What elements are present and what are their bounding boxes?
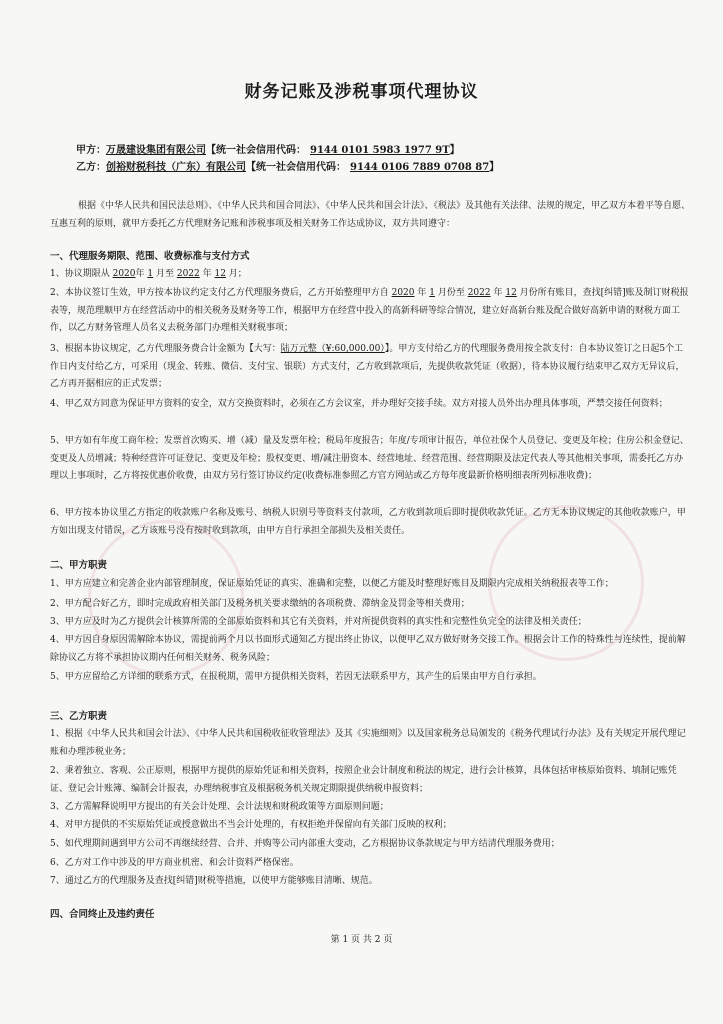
s1p2-text: 年 [490, 288, 506, 298]
section-1-title: 一、代理服务期限、范围、收费标准与支付方式 [50, 251, 250, 262]
party-b-code: 9144 0106 7889 0708 87 [350, 162, 490, 173]
section-1-item-5: 5、甲方如有年度工商年检；发票首次购买、增（减）量及发票年检；税局年度报告；年度/专项审计报告，单位社保个人员登记、变更及年检；住房公积金登记、变更及人员增减；特种经营许可证登记、变更及年检；股权变更、增/减注册资本、经营地址、经营范围、经营期限及法定代表人等其他相关事项，需委托乙方办理以上事项时，乙方将按优惠价收费，由双方另行签订协议约定(收费标准参照乙方官方网站或乙方每年度最新价格明细表所列标准收费)； [50, 436, 689, 481]
party-a-name: 万晟建设集团有限公司 [106, 145, 206, 156]
party-a-code: 9144 0101 5983 1977 9T [310, 145, 450, 156]
section-3-item-2: 2、秉着独立、客观、公正原则，根据甲方提供的原始凭证和相关资料，按照企业会计制度和税法的规定，进行会计核算，具体包括审核原始资料、填制记账凭证、登记会计账簿、编制会计报表，办理纳税事宜及根据税务机关规定期限提供纳税申报资料； [50, 766, 677, 794]
section-3-title: 三、乙方职责 [50, 711, 108, 722]
section-1-item-1 [50, 266, 690, 284]
section-1-item-3 [50, 341, 690, 394]
section-3-item-3: 3、乙方需解释说明甲方提出的有关会计处理、会计法规和财税政策等方面原则问题； [50, 802, 389, 812]
s1p2-text: 2、本协议签订生效，甲方按本协议约定支付乙方代理服务费后，乙方开始整理甲方自 [50, 288, 392, 298]
section-3-item-6: 6、乙方对工作中涉及的甲方商业机密、和会计资料严格保密。 [50, 858, 299, 868]
party-b-name: 创裕财税科技（广东）有限公司 [106, 162, 246, 173]
party-a-code-label: 【统一社会信用代码： [206, 145, 306, 156]
s1p1-text: 月至 [153, 269, 177, 279]
s1p3-text: 】。甲方支付给乙方的代理服务费用按全款支付：自本协议签订之日起5个工作日内支付给乙方，可采用（现金、转账、微信、支付宝、银联）方式支付，乙方收到款项后，先提供收款凭证（收据），待本协议履行结束甲乙双方无异议后，乙方再开据相应的正式发票； [50, 344, 685, 389]
s1p1-year-end: 2022 [176, 269, 200, 279]
page-number: 第 1 页 共 2 页 [330, 935, 393, 945]
s1p2-month-start: 1 [429, 288, 435, 298]
section-2-item-4: 4、甲方因自身原因需解除本协议，需提前两个月以书面形式通知乙方提出终止协议，以便甲乙双方做好财务交接工作。根据会计工作的特殊性与连续性，提前解除协议乙方将不承担协议期内任何相关财务、税务风险； [50, 635, 686, 663]
s1p3-text: 3、根据本协议规定，乙方代理服务费合计金额为【大写： [50, 344, 281, 354]
fee-amount: 陆万元整（¥:60,000.00） [280, 344, 385, 354]
s1p1-text: 年 [199, 269, 215, 279]
party-b-code-label: 【统一社会信用代码： [246, 162, 346, 173]
party-a-label: 甲方： [76, 145, 106, 156]
party-a-close: 】 [449, 145, 460, 156]
section-4-title: 四、合同终止及违约责任 [50, 909, 155, 920]
section-3-item-4: 4、对甲方提供的不实原始凭证或授意做出不当会计处理的，有权拒绝并保留向有关部门反映的权利； [50, 820, 452, 830]
party-a-line [76, 141, 460, 156]
s1p1-text: 年 [135, 269, 148, 279]
section-2-item-2: 2、甲方配合好乙方，即时完成政府相关部门及税务机关要求缴纳的各项税费、滞纳金及罚金等相关费用； [50, 599, 470, 609]
section-1-item-4: 4、甲乙双方同意为保证甲方资料的安全，双方交换资料时，必须在乙方会议室，并办理好交接手续。双方对接人员外出办理具体事项，严禁交接任何资料； [50, 399, 668, 409]
section-2-item-3: 3、甲方应及时为乙方提供会计核算所需的全部原始资料和其它有关资料，并对所提供资料的真实性和完整性负完全的法律及相关责任； [50, 617, 587, 627]
section-1-item-2 [50, 285, 690, 338]
party-b-line [76, 158, 499, 173]
s1p1-month-start: 1 [147, 269, 154, 279]
s1p1-year-start: 2020 [112, 269, 136, 279]
section-2-item-1: 1、甲方应建立和完善企业内部管理制度，保证原始凭证的真实、准确和完整，以便乙方能及时整理好账目及期限内完成相关纳税报表等工作； [50, 579, 614, 589]
s1p2-year-end: 2022 [467, 288, 491, 298]
section-1-item-6: 6、甲方按本协议里乙方指定的收款账户名称及账号、纳税人识别号等资料支付款项，乙方收到款项后即时提供收款凭证。乙方无本协议规定的其他收款账户，甲方如出现支付错误，乙方该账号没有按时收到款项，由甲方自行承担全部损失及相关责任。 [50, 508, 686, 536]
party-b-label: 乙方： [76, 162, 106, 173]
s1p2-month-end: 12 [505, 288, 517, 298]
section-3-item-1: 1、根据《中华人民共和国会计法》、《中华人民共和国税收征收管理法》及其《实施细则》以及国家税务总局颁发的《税务代理试行办法》及有关规定开展代理记账和办理涉税业务； [50, 729, 686, 757]
s1p2-text: 月份所有账目，查找[纠错]账及制订财税报表等，规范理顺甲方在经营活动中的相关税务及财务等工作，根据甲方在经营中投入的高新科研等综合情况，建立好高新台账及配合做好高新申请的财税方面工作，以乙方财务管理人员名义去税务部门办理相关财税事项； [50, 288, 689, 333]
intro-paragraph: 根据《中华人民共和国民法总则》、《中华人民共和国合同法》、《中华人民共和国会计法》、《税法》及其他有关法律、法规的规定，甲乙双方本着平等自愿、互惠互利的原则，就甲方委托乙方代理财务记账和涉税事项及相关财务工作达成协议，双方共同遵守： [50, 201, 691, 229]
s1p1-text: 月； [225, 269, 247, 279]
s1p2-text: 年 [414, 288, 430, 298]
section-3-item-7: 7、通过乙方的代理服务及查找[纠错]财税等措施，以使甲方能够账目清晰、规范。 [50, 876, 378, 886]
section-3-item-5: 5、如代理期间遇到甲方公司不再继续经营、合并、并购等公司内部重大变动，乙方根据协议条款规定与甲方结清代理服务费用； [50, 839, 560, 849]
party-b-close: 】 [489, 162, 500, 173]
section-2-item-5: 5、甲方应留给乙方详细的联系方式，在报税期，需甲方提供相关资料，若因无法联系甲方，其产生的后果由甲方自行承担。 [50, 672, 542, 682]
document-title: 财务记账及涉税事项代理协议 [244, 82, 479, 102]
section-2-title: 二、甲方职责 [50, 560, 108, 571]
s1p1-month-end: 12 [214, 269, 226, 279]
s1p1-text: 1、协议期限从 [50, 269, 113, 279]
s1p2-text: 月份至 [434, 288, 468, 298]
s1p2-year-start: 2020 [391, 288, 415, 298]
